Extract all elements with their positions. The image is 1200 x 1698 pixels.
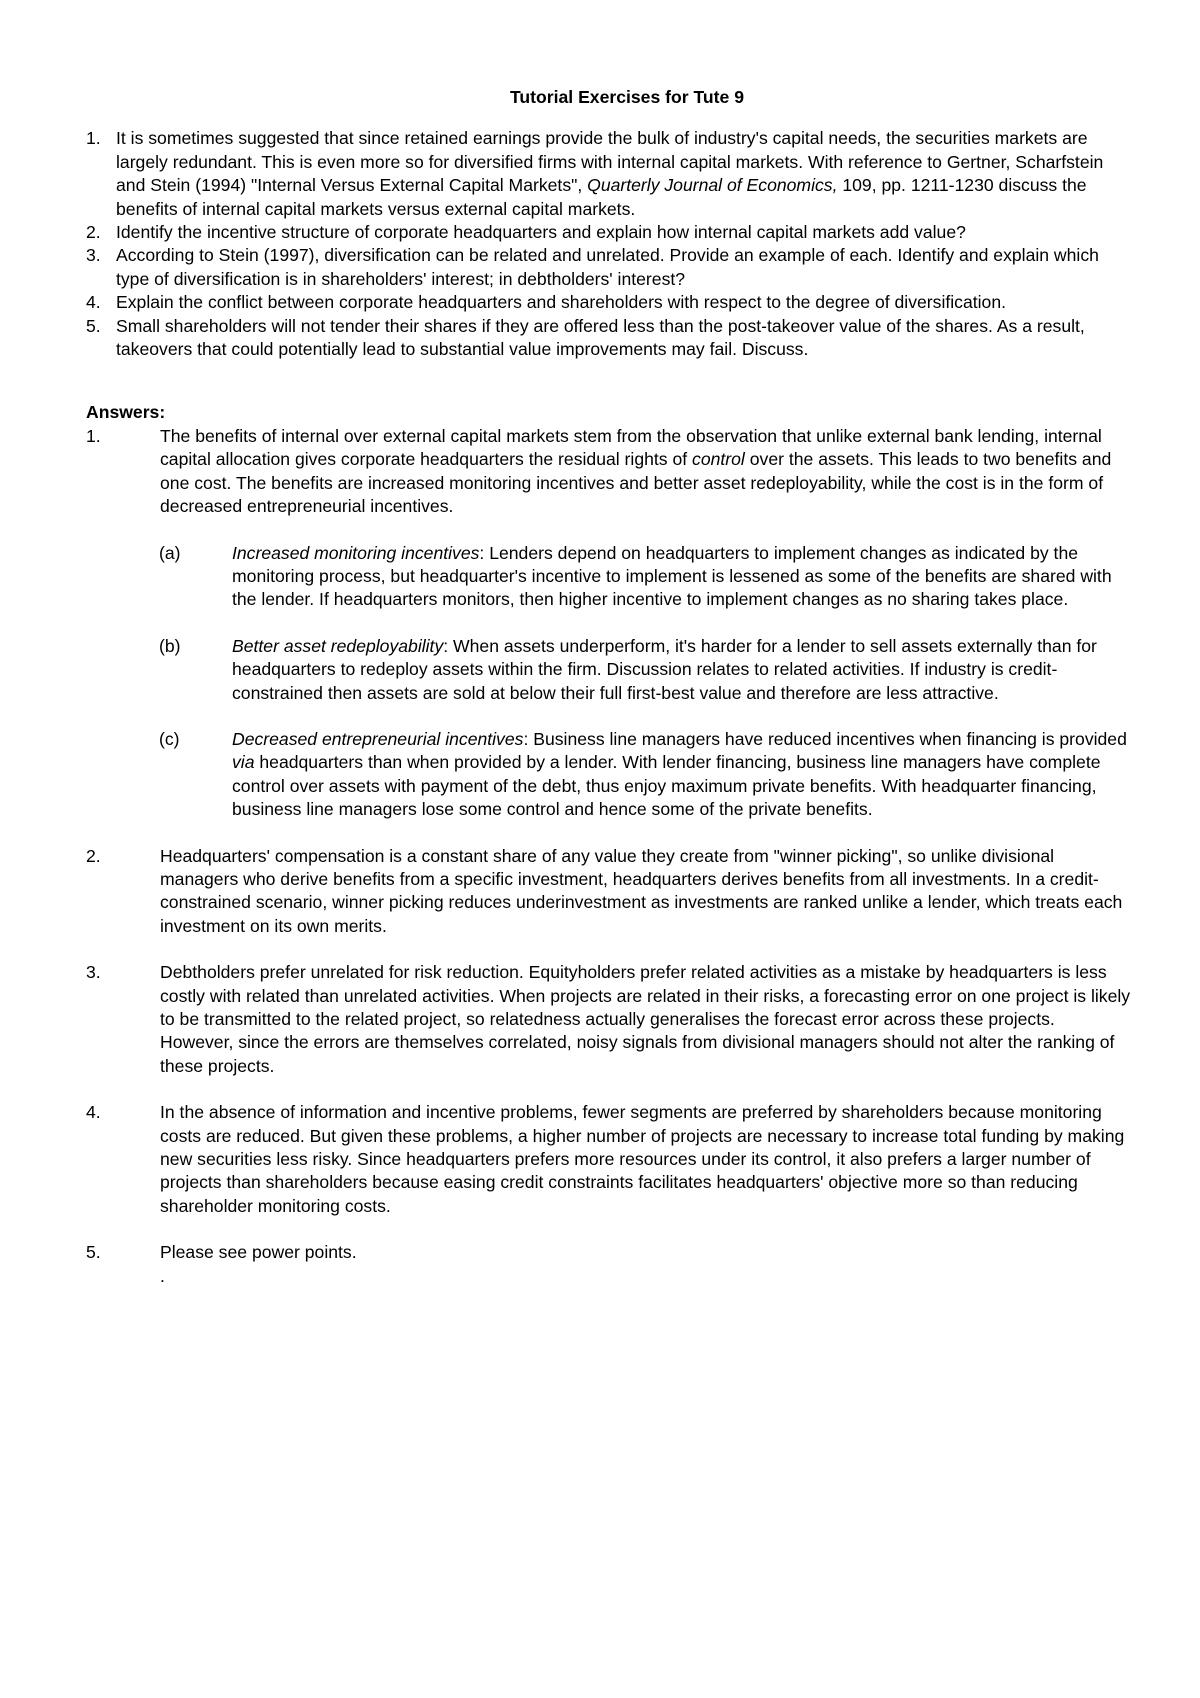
answer-item bbox=[86, 845, 1132, 939]
question-text-part: 109, pp. 1211-1230 discuss the benefits of internal capital markets versus external capital markets. bbox=[116, 175, 1087, 219]
question-item bbox=[86, 244, 1132, 291]
sub-point bbox=[159, 635, 1132, 705]
question-number: 3. bbox=[86, 245, 101, 266]
answer-item bbox=[86, 1101, 1132, 1218]
sub-point-label: (c) bbox=[159, 728, 180, 749]
sub-point-heading: Increased monitoring incentives bbox=[232, 542, 480, 563]
sub-point-list bbox=[160, 542, 1132, 822]
question-item bbox=[86, 315, 1132, 362]
question-text: Small shareholders will not tender their shares if they are offered less than the post-takeover value of the shares. As a result, takeovers that could potentially lead to substantial value improvements may fail. Discuss. bbox=[116, 315, 1085, 360]
sub-point-text: Better asset redeployability: When assets underperform, it's harder for a lender to sell assets externally than for headquarters to redeploy assets within the firm. Discussion relates to related activities. If industry is credit-constrained then assets are sold at below their full first-best value and therefore are less attractive. bbox=[232, 635, 1097, 703]
question-number: 1. bbox=[86, 128, 101, 149]
question-number: 4. bbox=[86, 292, 101, 313]
question-list bbox=[86, 127, 1132, 361]
question-text: According to Stein (1997), diversification can be related and unrelated. Provide an example of each. Identify and explain which type of diversification is in shareholders' interest; in debtholders' interest? bbox=[116, 245, 1099, 289]
emphasis-control: control bbox=[692, 449, 745, 470]
answer-text bbox=[160, 1241, 1132, 1288]
question-number: 2. bbox=[86, 222, 101, 243]
document-title: Tutorial Exercises for Tute 9 bbox=[509, 87, 744, 107]
sub-point bbox=[159, 542, 1132, 612]
answer-text-line: Please see power points. bbox=[160, 1242, 357, 1263]
sub-point-text: Decreased entrepreneurial incentives: Business line managers have reduced incentives when financing is provided via headquarters than when provided by a lender. With lender financing, business line managers have complete control over assets with payment of the debt, thus enjoy maximum private benefits. With headquarter financing, business line managers lose some control and hence some of the private benefits. bbox=[232, 728, 1127, 820]
question-number: 5. bbox=[86, 315, 101, 336]
answer-text: Debtholders prefer unrelated for risk reduction. Equityholders prefer related activities as a mistake by headquarters is less costly with related than unrelated activities. When projects are related in their risks, a forecasting error on one project is likely to be transmitted to the related project, so relatedness actually generalises the forecast error across these projects. However, since the errors are themselves correlated, noisy signals from divisional managers should not alter the ranking of these projects. bbox=[160, 962, 1131, 1076]
answer-text bbox=[160, 425, 1132, 822]
answer-item bbox=[86, 425, 1132, 822]
answer-item bbox=[86, 961, 1132, 1078]
question-text-part: It is sometimes suggested that since retained earnings provide the bulk of industry's capital needs, the securities markets are largely redundant. This is even more so for diversified firms with internal capital markets. With reference to Gertner, Scharfstein and Stein (1994) "Internal Versus External Capital Markets", bbox=[116, 128, 1104, 196]
question-text bbox=[116, 127, 1132, 221]
answer-text: Headquarters' compensation is a constant share of any value they create from "winner picking", so unlike divisional managers who derive benefits from a specific investment, headquarters derives benefits from all investments. In a credit-constrained scenario, winner picking reduces underinvestment as investments are ranked unlike a lender, which treats each investment on its own merits. bbox=[160, 845, 1123, 936]
sub-point-label: (b) bbox=[159, 635, 181, 656]
emphasis-via: via bbox=[232, 752, 255, 773]
journal-title: Quarterly Journal of Economics, bbox=[587, 175, 838, 196]
sub-point-heading: Decreased entrepreneurial incentives bbox=[232, 728, 524, 749]
answer-item bbox=[86, 1241, 1132, 1288]
answer-text: In the absence of information and incentive problems, fewer segments are preferred by shareholders because monitoring costs are reduced. But given these problems, a higher number of projects are necessary to increase total funding by making new securities less risky. Since headquarters prefers more resources under its control, it also prefers a larger number of projects than shareholders because easing credit constraints facilitates headquarters' objective more so than reducing shareholder monitoring costs. bbox=[160, 1102, 1125, 1216]
answer-number: 5. bbox=[86, 1242, 101, 1263]
question-item bbox=[86, 127, 1132, 221]
question-text: Identify the incentive structure of corporate headquarters and explain how internal capital markets add value? bbox=[116, 222, 966, 243]
question-text: Explain the conflict between corporate headquarters and shareholders with respect to the degree of diversification. bbox=[116, 292, 1006, 313]
question-item bbox=[86, 221, 1132, 244]
sub-point bbox=[159, 728, 1132, 822]
answers-heading: Answers: bbox=[86, 402, 166, 423]
answer-number: 1. bbox=[86, 425, 101, 446]
answer-number: 2. bbox=[86, 845, 101, 866]
answer-number: 3. bbox=[86, 962, 101, 983]
answer-intro: The benefits of internal over external capital markets stem from the observation that unlike external bank lending, internal capital allocation gives corporate headquarters the residual rights of control over the assets. This leads to two benefits and one cost. The benefits are increased monitoring incentives and better asset redeployability, while the cost is in the form of decreased entrepreneurial incentives. bbox=[160, 425, 1112, 517]
sub-point-label: (a) bbox=[159, 542, 181, 563]
trailing-period: . bbox=[160, 1265, 165, 1286]
question-item bbox=[86, 291, 1132, 314]
answer-number: 4. bbox=[86, 1102, 101, 1123]
sub-point-text: Increased monitoring incentives: Lenders depend on headquarters to implement changes as indicated by the monitoring process, but headquarter's incentive to implement is lessened as some of the benefits are shared with the lender. If headquarters monitors, then higher incentive to implement changes as no sharing takes place. bbox=[232, 542, 1112, 610]
sub-point-heading: Better asset redeployability bbox=[232, 635, 444, 656]
